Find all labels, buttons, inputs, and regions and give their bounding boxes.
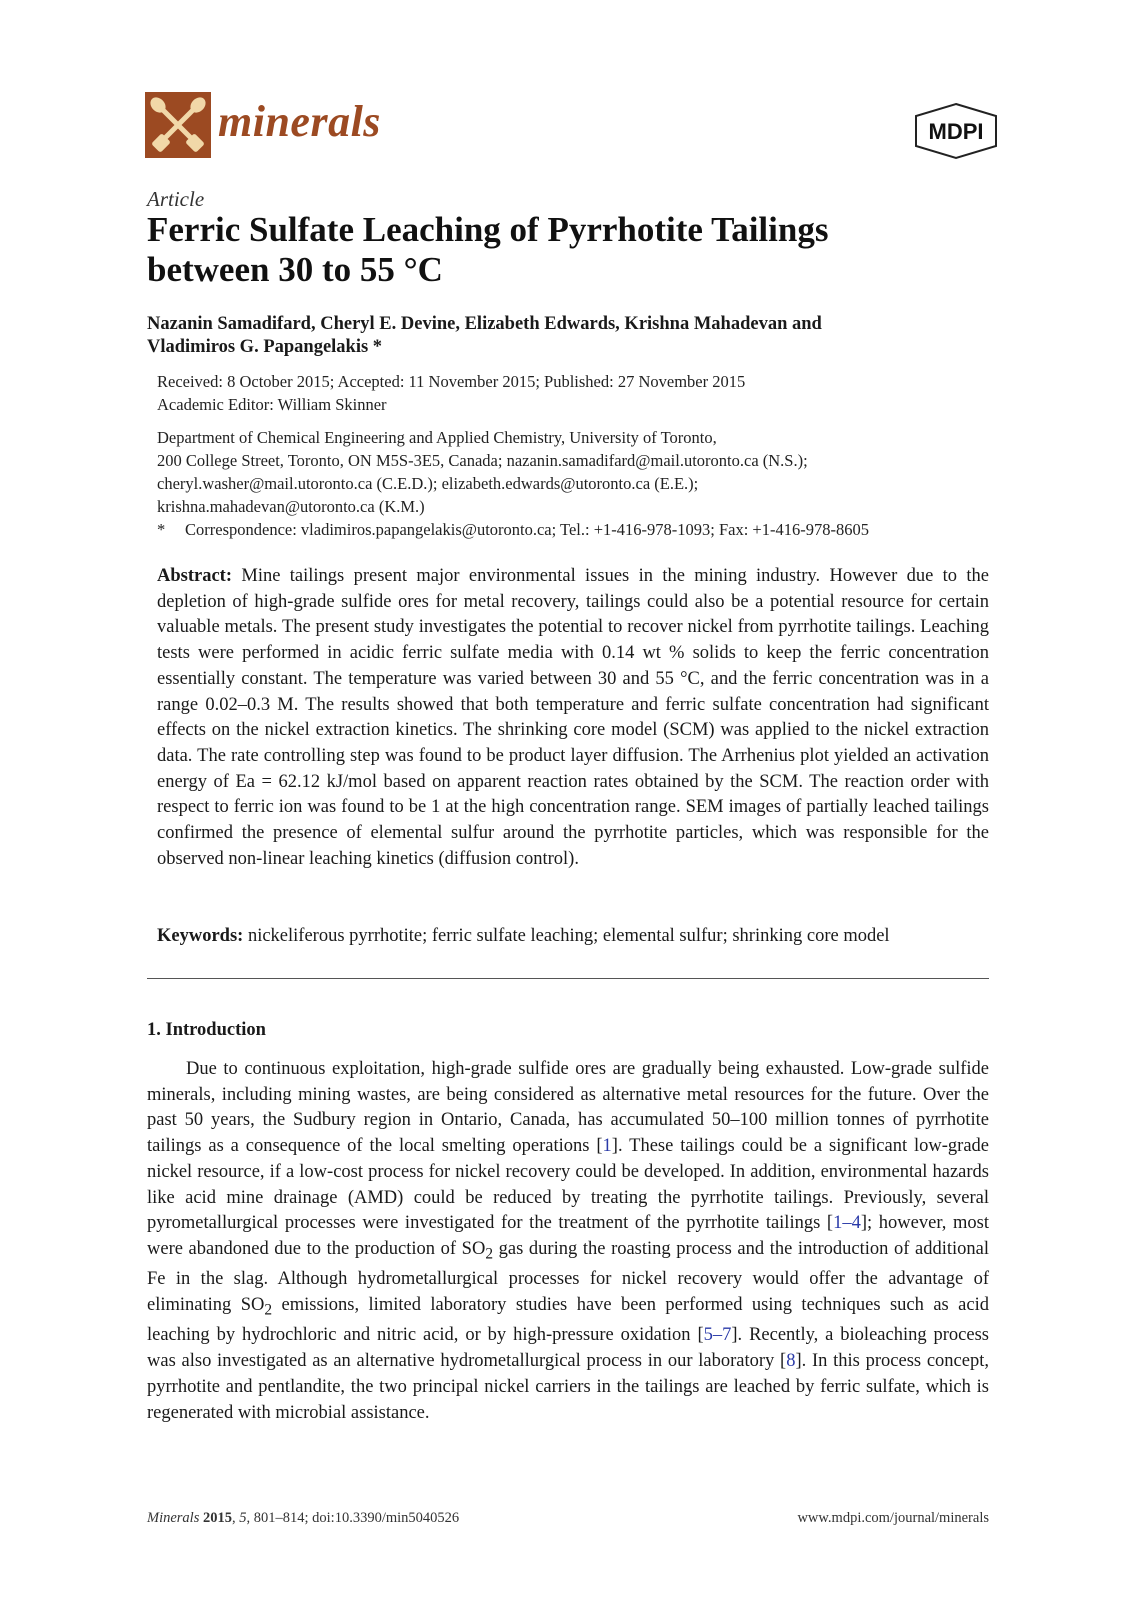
intro-text: emissions, limited laboratory studies have been performed using techniques such as acid leaching by hydrochloric and nitric acid, or by high-pressure oxidation [	[147, 1295, 989, 1346]
affiliation-block	[157, 426, 997, 541]
dates-text: Received: 8 October 2015; Accepted: 11 November 2015; Published: 27 November 2015	[157, 372, 746, 391]
keywords-label: Keywords:	[157, 926, 244, 946]
intro-text: ]. These tailings could be a significant low-grade nickel resource, if a low-cost process for nickel recovery could be developed. In addition, environmental hazards like acid mine drainage (AMD) could be reduced by treating the pyrrhotite tailings. Previously, several pyrometallurgical processes were investigated for the treatment of the pyrrhotite tailings [	[147, 1136, 989, 1234]
correspondence-text[interactable]: Correspondence: vladimiros.papangelakis@utoronto.ca; Tel.: +1-416-978-1093; Fax: +1-416-978-8605	[185, 520, 869, 539]
crossed-shovels-icon	[145, 92, 211, 158]
title-line-1: Ferric Sulfate Leaching of Pyrrhotite Tailings	[147, 210, 829, 249]
correspondence-marker: *	[157, 520, 166, 539]
journal-name: minerals	[218, 97, 381, 146]
affiliation-line[interactable]: cheryl.washer@mail.utoronto.ca (C.E.D.); elizabeth.edwards@utoronto.ca (E.E.);	[157, 474, 699, 493]
affiliation-line[interactable]: krishna.mahadevan@utoronto.ca (K.M.)	[157, 497, 425, 516]
footer-volume: 5	[239, 1510, 247, 1526]
introduction-paragraph	[147, 1057, 989, 1426]
citation-link[interactable]: 5–7	[703, 1325, 732, 1346]
citation-link[interactable]: 1–4	[833, 1213, 861, 1234]
article-type: Article	[147, 187, 205, 211]
citation-link[interactable]: 1	[602, 1136, 612, 1157]
abstract	[157, 564, 989, 872]
abstract-text: Mine tailings present major environmental issues in the mining industry. However due to the depletion of high-grade sulfide ores for metal recovery, tailings could also be a potential resource for certain valuable metals. The present study investigates the potential to recover nickel from pyrrhotite tailings. Leaching tests were performed in acidic ferric sulfate media with 0.14 wt % solids to keep the ferric concentration essentially constant. The temperature was varied between 30 and 55 °C, and the ferric concentration was in a range 0.02–0.3 M. The results showed that both temperature and ferric sulfate concentration had significant effects on the nickel extraction kinetics. The shrinking core model (SCM) was applied to the nickel extraction data. The rate controlling step was found to be product layer diffusion. The Arrhenius plot yielded an activation energy of Ea = 62.12 kJ/mol based on apparent reaction rates obtained by the SCM. The reaction order with respect to ferric ion was found to be 1 at the high concentration range. SEM images of partially leached tailings confirmed the presence of elemental sulfur around the pyrrhotite particles, which was responsible for the observed non-linear leaching kinetics (diffusion control).	[157, 566, 990, 869]
mdpi-logo[interactable]	[910, 102, 1002, 160]
publisher-name: MDPI	[928, 119, 984, 144]
authors-line-1: Nazanin Samadifard, Cheryl E. Devine, Elizabeth Edwards, Krishna Mahadevan and	[147, 314, 822, 334]
abstract-label: Abstract:	[157, 566, 233, 586]
footer-year: 2015	[202, 1510, 232, 1526]
intro-text: ]. In this process concept, pyrrhotite and pentlandite, the two principal nickel carriers in the tailings are leached by ferric sulfate, which is regenerated with microbial assistance.	[147, 1351, 989, 1423]
authors-line-2: Vladimiros G. Papangelakis *	[147, 337, 383, 357]
journal-logo	[145, 92, 211, 158]
keywords	[157, 924, 997, 949]
intro-text: gas during the roasting process and the introduction of additional Fe in the slag. Although hydrometallurgical processes for nickel recovery would offer the advantage of eliminating SO	[147, 1238, 989, 1316]
academic-editor: Academic Editor: William Skinner	[157, 395, 387, 414]
paper-title	[147, 210, 997, 290]
intro-text: ]. Recently, a bioleaching process was also investigated as an alternative hydrometallurgical process in our laboratory [	[147, 1325, 989, 1372]
affiliation-line: Department of Chemical Engineering and Applied Chemistry, University of Toronto,	[157, 428, 717, 447]
footer-journal: Minerals	[147, 1510, 200, 1526]
subscript: 2	[485, 1245, 494, 1263]
publication-dates	[157, 370, 997, 416]
section-divider	[147, 978, 989, 979]
footer-pages-doi[interactable]: , 801–814; doi:10.3390/min5040526	[246, 1510, 460, 1526]
intro-text: ]; however, most were abandoned due to the production of SO	[147, 1213, 989, 1259]
footer-url[interactable]: www.mdpi.com/journal/minerals	[797, 1510, 989, 1526]
author-list	[147, 313, 997, 359]
title-line-2: between 30 to 55 °C	[147, 250, 443, 289]
footer-citation: Minerals 2015, 5, 801–814; doi:10.3390/min5040526	[147, 1510, 460, 1526]
citation-link[interactable]: 8	[786, 1351, 796, 1372]
intro-text: Due to continuous exploitation, high-grade sulfide ores are gradually being exhausted. Low-grade sulfide minerals, including mining wastes, are being considered as alternative metal resources for the future. Over the past 50 years, the Sudbury region in Ontario, Canada, has accumulated 50–100 million tonnes of pyrrhotite tailings as a consequence of the local smelting operations [	[147, 1059, 989, 1157]
keywords-text: nickeliferous pyrrhotite; ferric sulfate leaching; elemental sulfur; shrinking core model	[247, 926, 890, 946]
section-heading: 1. Introduction	[147, 1020, 266, 1040]
subscript: 2	[264, 1301, 273, 1319]
correspondence[interactable]	[157, 518, 997, 541]
affiliation-line[interactable]: 200 College Street, Toronto, ON M5S-3E5, Canada; nazanin.samadifard@mail.utoronto.ca (N.S.);	[157, 451, 808, 470]
